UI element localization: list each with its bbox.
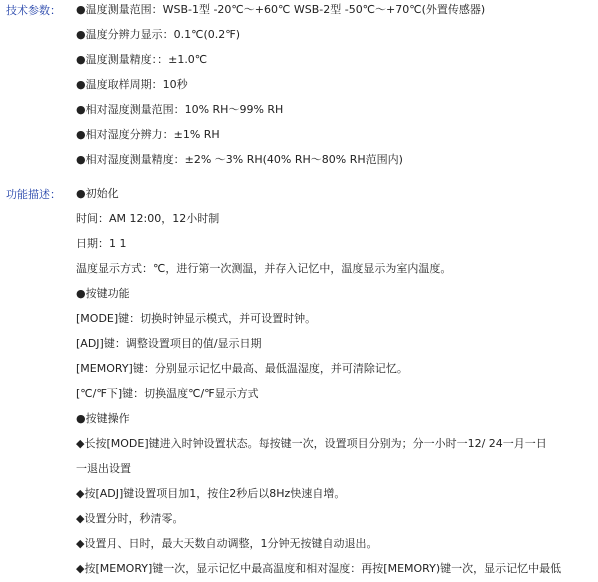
mode-long-press-line: ◆长按[MODE]键进入时钟设置状态。每按键一次，设置项目分别为；分一小时一12/ 24一月一日 xyxy=(76,437,547,450)
humidity-accuracy-line: ●相对湿度测量精度：±2% ～3% RH(40% RH～80% RH范围内) xyxy=(76,153,403,166)
seconds-reset-line: ◆设置分时，秒清零。 xyxy=(76,512,184,525)
mode-key-line: [MODE]键：切换时钟显示模式，并可设置时钟。 xyxy=(76,312,317,325)
temp-sampling-line: ●温度取样周期：10秒 xyxy=(76,78,188,91)
unit-key-line: [℃/℉下]键：切换温度℃/℉显示方式 xyxy=(76,387,259,400)
function-desc-label: 功能描述： xyxy=(6,188,61,201)
adj-key-line: [ADJ]键：调整设置项目的值/显示日期 xyxy=(76,337,262,350)
memory-key-line: [MEMORY]键：分别显示记忆中最高、最低温湿度，并可清除记忆。 xyxy=(76,362,408,375)
humidity-resolution-line: ●相对湿度分辨力：±1% RH xyxy=(76,128,220,141)
init-heading: ●初始化 xyxy=(76,187,119,200)
key-function-heading: ●按键功能 xyxy=(76,287,130,300)
temp-resolution-line: ●温度分辨力显示：0.1℃(0.2℉) xyxy=(76,28,240,41)
auto-exit-line: ◆设置月、日时，最大天数自动调整，1分钟无按键自动退出。 xyxy=(76,537,378,550)
temp-range-line: ●温度测量范围：WSB-1型 -20℃～+60℃ WSB-2型 -50℃～+70℃(外置传感器) xyxy=(76,3,486,16)
temp-accuracy-line: ●温度测量精度：：±1.0℃ xyxy=(76,53,208,66)
memory-press-line: ◆按[MEMORY]键一次，显示记忆中最高温度和相对湿度：再按[MEMORY)键一次，显示记忆中最低 xyxy=(76,562,562,575)
key-operation-heading: ●按键操作 xyxy=(76,412,130,425)
tech-params-label: 技术参数： xyxy=(6,4,61,17)
exit-setting-line: 一退出设置 xyxy=(76,462,131,475)
adj-increment-line: ◆按[ADJ]键设置项目加1，按住2秒后以8Hz快速自增。 xyxy=(76,487,346,500)
init-temp-mode-line: 温度显示方式：℃，进行第一次测温，并存入记忆中，温度显示为室内温度。 xyxy=(76,262,452,275)
init-date-line: 日期：1 1 xyxy=(76,237,127,250)
humidity-range-line: ●相对湿度测量范围：10% RH～99% RH xyxy=(76,103,284,116)
init-time-line: 时间：AM 12:00，12小时制 xyxy=(76,212,220,225)
